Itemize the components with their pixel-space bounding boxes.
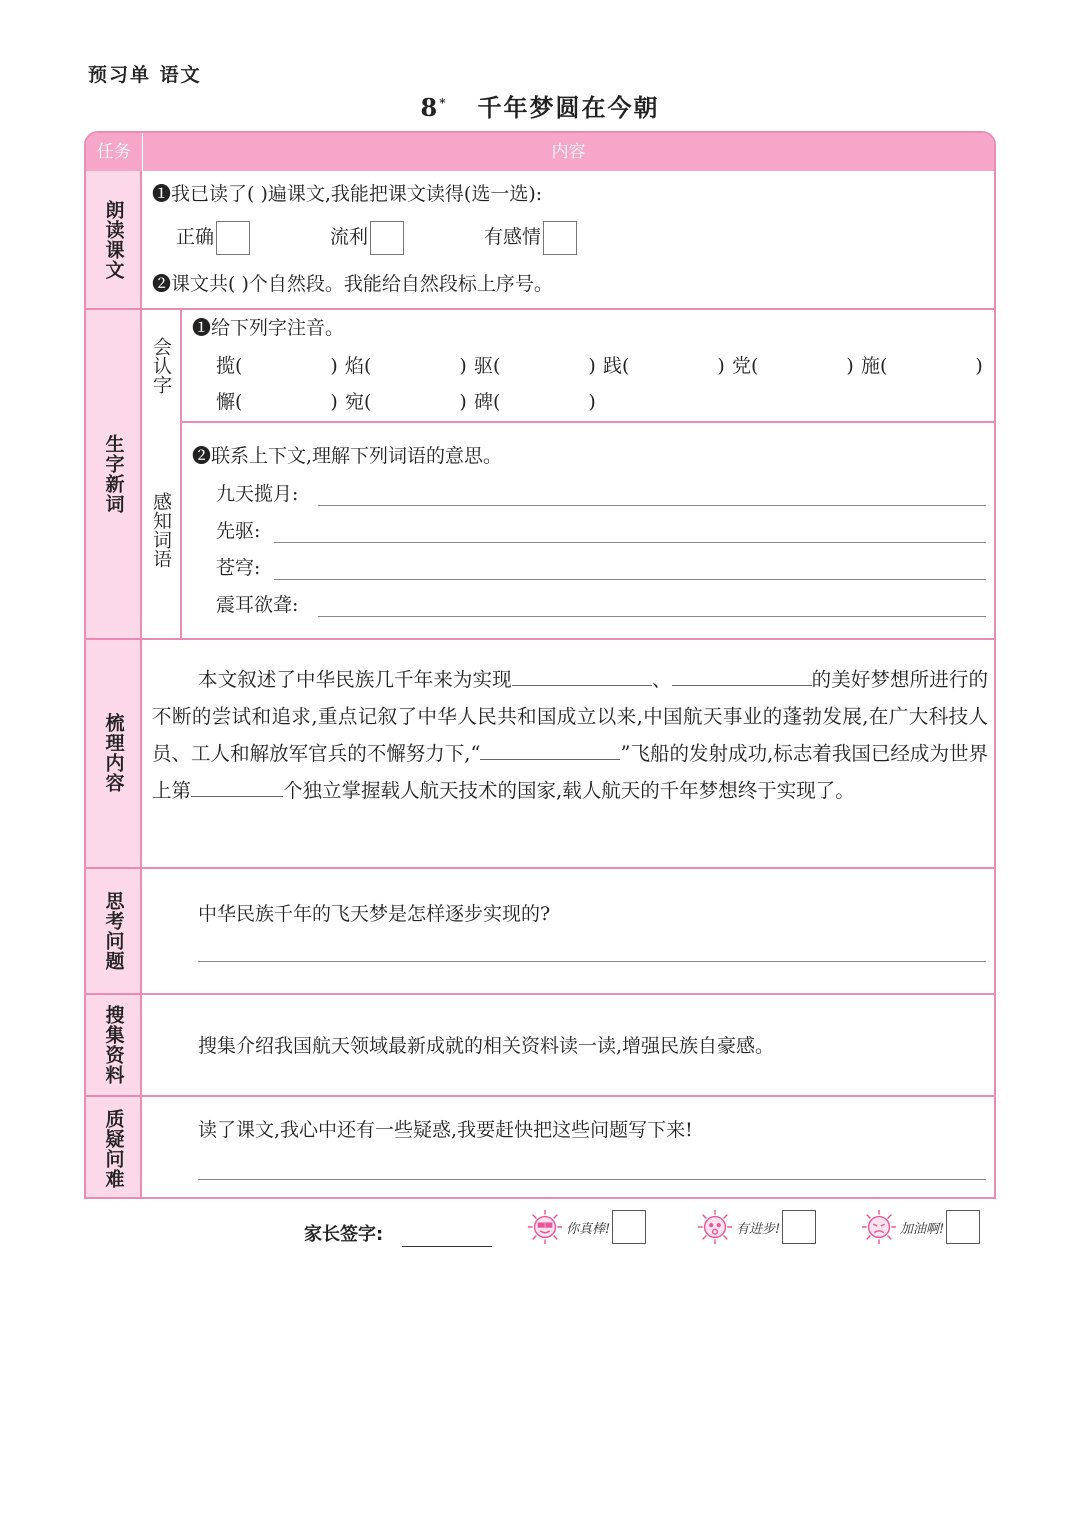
row-divider [86, 308, 994, 310]
checkbox[interactable] [216, 221, 250, 255]
badge-label: 有进步! [736, 1221, 781, 1237]
char-item: 践( ) [603, 355, 725, 377]
reading-option-correct: 正确 [176, 221, 250, 255]
char-item: 焰( ) [345, 355, 467, 377]
table-header [86, 133, 994, 171]
char-item: 党( ) [732, 355, 854, 377]
answer-line[interactable] [318, 505, 986, 506]
reading-q1: ❶我已读了( )遍课文,我能把课文读得(选一选): [152, 183, 543, 205]
header-label: 预习单 语文 [88, 64, 202, 86]
checkbox[interactable] [782, 1210, 816, 1244]
sub-label-recognize: 会认字 [150, 336, 172, 394]
page-title [0, 88, 1080, 123]
answer-line[interactable] [274, 542, 986, 543]
fill-blank[interactable] [480, 741, 620, 760]
checkbox[interactable] [370, 221, 404, 255]
sub-label-terms: 感知词语 [150, 492, 172, 568]
row-subdivider [182, 421, 994, 423]
row-divider [86, 993, 994, 995]
task-label-question: 质疑问难 [102, 1108, 125, 1189]
task-label-words: 生字新词 [102, 433, 125, 514]
badge-progress [696, 1208, 816, 1246]
lesson-number: 8* [420, 93, 448, 122]
reading-q2: ❷课文共( )个自然段。我能给自然段标上序号。 [152, 273, 553, 295]
badge-cheer [860, 1208, 980, 1246]
term-label: 先驱: [216, 520, 261, 542]
task-label-think: 思考问题 [102, 890, 125, 971]
task-label-summary: 梳理内容 [102, 713, 125, 793]
fill-blank[interactable] [191, 778, 283, 797]
answer-line[interactable] [318, 616, 986, 617]
term-label: 震耳欲聋: [216, 594, 299, 616]
task-label-reading: 朗读课文 [102, 199, 125, 280]
sub-column-divider [180, 309, 182, 638]
char-item: 施( ) [861, 355, 983, 377]
char-item: 碑( ) [474, 391, 596, 413]
sun-face-icon [860, 1208, 898, 1246]
sun-face-icon [696, 1208, 734, 1246]
term-label: 苍穹: [216, 557, 261, 579]
question-text: 读了课文,我心中还有一些疑惑,我要赶快把这些问题写下来! [198, 1119, 693, 1141]
summary-paragraph: 本文叙述了中华民族几千年来为实现 、 的美好梦想所进行的不断的尝试和追求,重点记叙了中华人民共和国成立以来,中国航天事业的蓬勃发展,在广大科技人员、工人和解放军官兵的不懈努力下,“ ”飞船的发射成功,标志着我国已经成为世界上第 个独立掌握载人航天技术的国家,载人航天的千年梦想终于实现了。 [152, 668, 988, 802]
parent-signature-line[interactable] [402, 1246, 492, 1247]
badge-great [526, 1208, 646, 1246]
char-item: 驱( ) [474, 355, 596, 377]
checkbox[interactable] [946, 1210, 980, 1244]
row-divider [86, 638, 994, 640]
think-question: 中华民族千年的飞天梦是怎样逐步实现的? [198, 903, 551, 925]
badge-label: 你真棒! [566, 1221, 611, 1237]
reading-option-emotion: 有感情 [484, 221, 577, 255]
parent-signature-label: 家长签字: [304, 1224, 384, 1245]
col-task-header: 任务 [97, 142, 131, 162]
words-q1: ❶给下列字注音。 [192, 317, 345, 339]
term-label: 九天揽月: [216, 483, 299, 505]
char-item: 揽( ) [216, 355, 338, 377]
char-item: 宛( ) [345, 391, 467, 413]
task-label-collect: 搜集资料 [102, 1004, 125, 1085]
answer-line[interactable] [198, 1179, 986, 1180]
collect-text: 搜集介绍我国航天领域最新成就的相关资料读一读,增强民族自豪感。 [198, 1035, 775, 1057]
lesson-title: 千年梦圆在今朝 [477, 94, 660, 122]
words-q2: ❷联系上下文,理解下列词语的意思。 [192, 445, 503, 467]
col-content-header: 内容 [142, 133, 994, 171]
answer-line[interactable] [274, 579, 986, 580]
sun-face-icon [526, 1208, 564, 1246]
row-divider [86, 1095, 994, 1097]
fill-blank[interactable] [512, 667, 652, 686]
checkbox[interactable] [612, 1210, 646, 1244]
reading-option-fluent: 流利 [330, 221, 404, 255]
badge-label: 加油啊! [900, 1221, 945, 1237]
worksheet-table [84, 131, 996, 1199]
answer-line[interactable] [198, 961, 986, 962]
row-divider [86, 867, 994, 869]
char-item: 懈( ) [216, 391, 338, 413]
fill-blank[interactable] [672, 667, 812, 686]
checkbox[interactable] [543, 221, 577, 255]
